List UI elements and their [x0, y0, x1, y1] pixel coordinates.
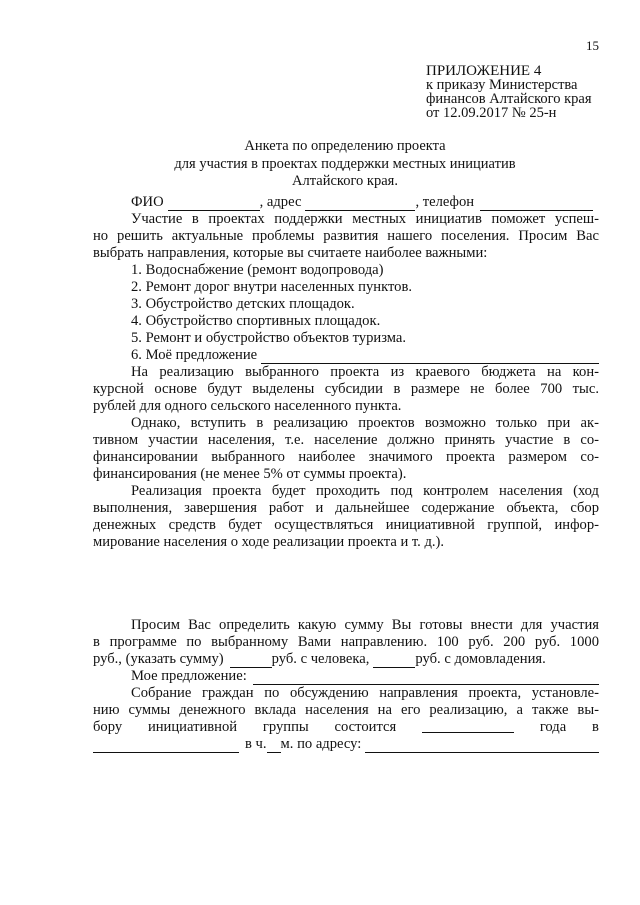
my-proposal-blank[interactable]	[253, 671, 599, 685]
appendix-title: ПРИЛОЖЕНИЕ 4	[426, 63, 542, 79]
fio-label: ФИО	[131, 194, 164, 210]
intro-line: Участие в проектах поддержки местных инициатив поможет успеш-	[131, 211, 599, 227]
meeting-address-blank[interactable]	[365, 739, 599, 753]
questionnaire-heading	[90, 138, 600, 191]
address-blank[interactable]	[305, 197, 415, 211]
sum-line: в программе по выбранному Вами направлению. 100 руб. 200 руб. 1000	[93, 634, 599, 650]
personal-info-row	[93, 194, 599, 211]
meeting-word: инициативной	[147, 719, 238, 735]
control-line: Реализация проекта будет проходить под контролем населения (ход	[131, 483, 599, 499]
meeting-word: бору	[93, 719, 123, 735]
questionnaire-body	[93, 194, 599, 753]
option-item-own-proposal	[93, 347, 599, 364]
meeting-word: группы	[262, 719, 309, 735]
hour-label: в ч.	[245, 736, 267, 752]
per-person-blank[interactable]	[230, 654, 272, 668]
per-person-label: руб. с человека,	[271, 651, 370, 667]
intro-line: выбрать направления, которые вы считаете наиболее важными:	[93, 245, 488, 261]
sum-label: руб., (указать сумму)	[93, 651, 224, 667]
appendix-line: к приказу Министерства	[426, 77, 578, 93]
subsidy-line: рублей для одного сельского населенного пункта.	[93, 398, 402, 414]
option-item: 4. Обустройство спортивных площадок.	[131, 313, 381, 329]
appendix-line: от 12.09.2017 № 25-н	[426, 105, 557, 121]
my-proposal-label: Мое предложение:	[131, 668, 247, 684]
meeting-word: года	[539, 719, 567, 735]
subsidy-line: На реализацию выбранного проекта из краевого бюджета на кон-	[131, 364, 599, 380]
spacer	[93, 551, 599, 617]
option-item: 3. Обустройство детских площадок.	[131, 296, 355, 312]
meeting-line: нию суммы денежного вклада населения на его реализацию, а также вы-	[93, 702, 599, 718]
meeting-date-row	[93, 719, 599, 736]
control-line: денежных средств будет осуществляться инициативной группой, инфор-	[93, 517, 599, 533]
control-line: мирование населения о ходе реализации проекта и т. д.).	[93, 534, 445, 550]
option-item: 1. Водоснабжение (ремонт водопровода)	[131, 262, 384, 278]
meeting-date-blank[interactable]	[422, 719, 514, 733]
intro-line: но решить актуальные проблемы развития нашего поселения. Просим Вас	[93, 228, 599, 244]
participation-line: тивном участии населения, т.е. население должно принять участие в со-	[93, 432, 599, 448]
minute-blank[interactable]	[267, 739, 281, 753]
sum-amount-row	[93, 651, 599, 668]
meeting-day-blank[interactable]	[93, 739, 239, 753]
own-proposal-label: 6. Моё предложение	[131, 347, 258, 363]
meeting-word: состоится	[334, 719, 397, 735]
heading-line: Алтайского края.	[292, 173, 398, 189]
appendix-line: финансов Алтайского края	[426, 91, 592, 107]
control-line: выполнения, завершения работ и дальнейшее содержание объекта, сбор	[93, 500, 599, 516]
subsidy-line: курсной основе будут выделены субсидии в размере не более 700 тыс.	[93, 381, 599, 397]
page-number: 15	[586, 38, 599, 53]
heading-line: для участия в проектах поддержки местных инициатив	[174, 155, 516, 172]
option-item: 2. Ремонт дорог внутри населенных пунктов.	[131, 279, 413, 295]
participation-line: финансирования (не менее 5% от суммы проекта).	[93, 466, 407, 482]
option-item: 5. Ремонт и обустройство объектов туризма.	[131, 330, 407, 346]
address-prompt: м. по адресу:	[280, 736, 362, 752]
sum-line: Просим Вас определить какую сумму Вы готовы внести для участия	[131, 617, 599, 633]
own-proposal-blank[interactable]	[261, 350, 599, 364]
meeting-address-row	[93, 736, 599, 753]
phone-label: , телефон	[415, 194, 475, 210]
participation-line: финансировании выбранного наиболее значимого проекта размером со-	[93, 449, 599, 465]
per-household-blank[interactable]	[373, 654, 415, 668]
phone-blank[interactable]	[480, 197, 593, 211]
participation-line: Однако, вступить в реализацию проектов возможно только при ак-	[131, 415, 599, 431]
my-proposal-row	[93, 668, 599, 685]
meeting-word: в	[592, 719, 599, 735]
meeting-line: Собрание граждан по обсуждению направления проекта, установле-	[131, 685, 599, 701]
appendix-block	[426, 64, 592, 120]
per-household-label: руб. с домовладения.	[415, 651, 546, 667]
address-label: , адрес	[259, 194, 302, 210]
heading-line: Анкета по определению проекта	[244, 138, 446, 154]
fio-blank[interactable]	[168, 197, 260, 211]
